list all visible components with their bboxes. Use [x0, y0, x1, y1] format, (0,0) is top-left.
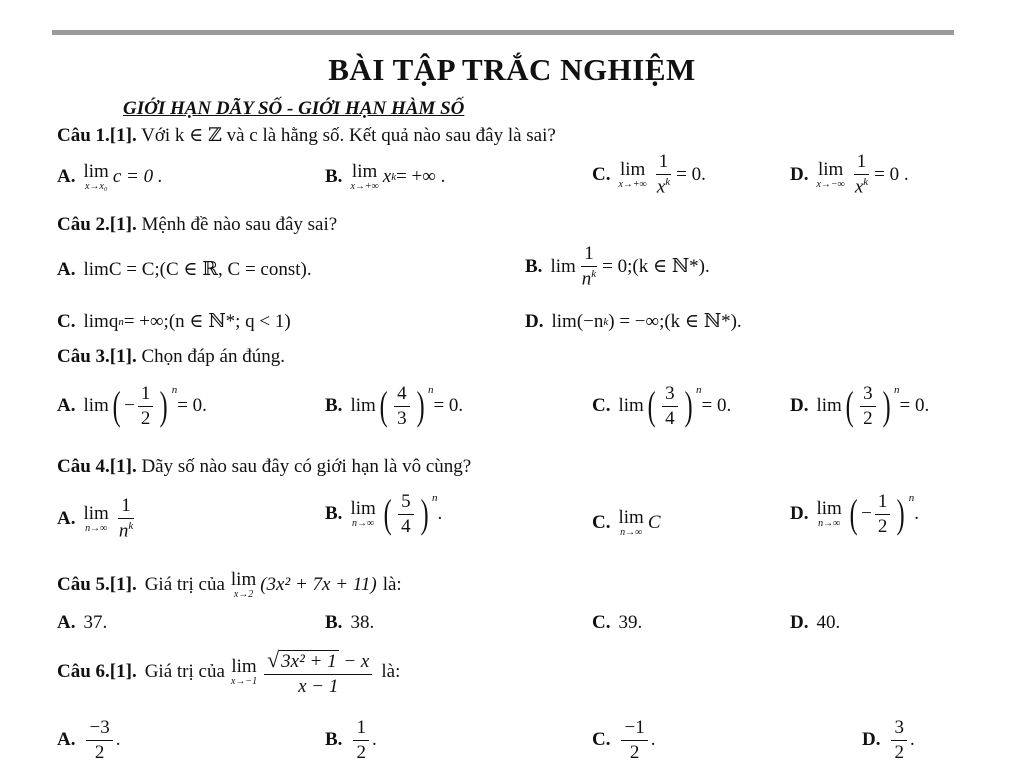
fraction: $\frac{3}{2}$: [891, 718, 907, 763]
q2-option-c-base: limq: [83, 310, 119, 332]
limit-operator: lim: [350, 395, 376, 417]
q6-option-a: A. $\frac{-3}{2}$ .: [57, 717, 121, 763]
q1-option-b-tail: = +∞ .: [396, 166, 446, 187]
q2-option-c-tail: = +∞;(n ∈ ℕ*; q < 1): [123, 311, 291, 332]
question-5-expr: (3x² + 7x + 11): [260, 574, 377, 595]
question-3-text: Chọn đáp án đúng.: [141, 346, 285, 367]
q2-option-a-expr: limC = C;(C ∈ ℝ, C = const).: [83, 259, 312, 280]
q6-option-d-label: D.: [862, 729, 881, 751]
fraction: $\frac{1}{x^k}$: [656, 151, 671, 198]
fraction: $\frac{1}{x^k}$: [854, 151, 869, 198]
question-1-label: Câu 1.[1].: [57, 125, 137, 146]
q5-option-c-label: C.: [592, 612, 611, 633]
limit-operator: lim n→∞: [816, 498, 842, 530]
q1-option-a: [57, 162, 163, 192]
q1-option-c-tail: = 0.: [676, 163, 706, 185]
q1-option-c: [592, 152, 706, 197]
fraction: $\frac{1}{n^k}$: [581, 243, 597, 290]
q5-option-a-value: 37.: [83, 612, 108, 633]
top-rule: [52, 30, 954, 35]
q4-option-d: D. lim n→∞ ( − $\frac{1}{2}$ ) n .: [790, 491, 919, 537]
fraction: $\frac{-3}{2}$: [86, 718, 112, 763]
q2-option-c: C. limq n = +∞;(n ∈ ℕ*; q < 1): [57, 310, 291, 332]
question-4-text: Dãy số nào sau đây có giới hạn là vô cùng?: [141, 456, 472, 477]
q3-option-a-label: A.: [57, 395, 76, 417]
q6-option-b: B. $\frac{1}{2}$ .: [325, 717, 377, 763]
q5-option-a-label: A.: [57, 612, 76, 633]
question-6-label: Câu 6.[1].: [57, 661, 137, 683]
limit-operator: lim n→∞: [83, 502, 109, 534]
limit-operator: lim x→2: [230, 569, 257, 600]
question-1-text: Với k ∈ ℤ và c là hằng số. Kết quả nào sau đây là sai?: [141, 125, 556, 146]
limit-operator: lim: [816, 395, 842, 417]
q1-option-b: B. lim x→+∞ x k = +∞ .: [325, 161, 446, 192]
question-6: [57, 648, 400, 697]
q1-option-b-label: B.: [325, 166, 343, 187]
q1-option-d-tail: = 0 .: [874, 163, 909, 185]
q3-option-c-label: C.: [592, 395, 611, 417]
question-5-post: là:: [382, 574, 402, 595]
fraction: $\frac{3}{4}$: [662, 384, 678, 429]
q3-option-b-tail: = 0.: [433, 395, 464, 417]
question-3: [57, 346, 285, 368]
limit-operator: lim x→−∞: [816, 158, 845, 190]
q5-option-c-value: 39.: [618, 612, 643, 633]
question-6-post: là:: [381, 661, 401, 683]
q6-option-c-label: C.: [592, 729, 611, 751]
q2-option-d-tail: ) = −∞;(k ∈ ℕ*).: [608, 311, 742, 332]
q2-option-b-label: B.: [525, 255, 543, 277]
q3-option-c: C. lim ( $\frac{3}{4}$ ) n = 0.: [592, 383, 732, 429]
fraction: $\frac{1}{2}$: [138, 384, 154, 429]
fraction: $\frac{3}{2}$: [860, 384, 876, 429]
question-4-label: Câu 4.[1].: [57, 456, 137, 477]
question-2-label: Câu 2.[1].: [57, 214, 137, 235]
fraction: $\frac{\text{√ 3x² + 1 − x}}{x - 1}$: [264, 648, 372, 697]
q1-option-d: [790, 152, 909, 197]
q2-option-a-label: A.: [57, 258, 76, 280]
page-title: BÀI TẬP TRẮC NGHIỆM: [328, 52, 696, 87]
question-5-label: Câu 5.[1].: [57, 574, 137, 595]
fraction: $\frac{-1}{2}$: [621, 718, 647, 763]
limit-operator: lim: [618, 395, 644, 417]
q5-option-b-value: 38.: [350, 612, 375, 633]
q4-option-d-label: D.: [790, 503, 809, 525]
q3-option-d-tail: = 0.: [899, 395, 930, 417]
fraction: $\frac{1}{2}$: [875, 492, 891, 537]
q5-option-b: [325, 612, 374, 634]
question-4: [57, 456, 471, 478]
question-2: [57, 214, 337, 236]
question-6-pre: Giá trị của: [144, 661, 225, 683]
q3-option-a: A. lim ( − $\frac{1}{2}$ ) n = 0.: [57, 383, 207, 429]
q3-option-a-tail: = 0.: [177, 395, 207, 417]
question-1: [57, 124, 556, 147]
question-2-text: Mệnh đề nào sau đây sai?: [141, 214, 338, 235]
q2-option-d-label: D.: [525, 310, 544, 332]
q1-option-b-base: x: [382, 166, 392, 187]
q2-option-d-base: lim(−n: [551, 310, 604, 332]
q4-option-b: B. lim n→∞ ( $\frac{5}{4}$ ) n .: [325, 491, 443, 537]
page-subtitle: GIỚI HẠN DÃY SỐ - GIỚI HẠN HÀM SỐ: [123, 98, 465, 119]
limit-operator: lim x→x₀: [83, 161, 109, 192]
fraction: $\frac{5}{4}$: [398, 492, 414, 537]
q4-option-c-expr: C: [647, 512, 661, 533]
limit-operator: lim x→+∞: [350, 161, 379, 192]
fraction: $\frac{1}{n^k}$: [118, 495, 134, 542]
q2-option-b: [525, 244, 710, 289]
q5-option-d-label: D.: [790, 612, 809, 633]
q4-option-a: [57, 496, 139, 541]
question-3-label: Câu 3.[1].: [57, 346, 137, 367]
q4-option-a-label: A.: [57, 507, 76, 529]
q5-option-b-label: B.: [325, 612, 343, 633]
q3-option-d: D. lim ( $\frac{3}{2}$ ) n = 0.: [790, 383, 930, 429]
fraction: $\frac{1}{2}$: [353, 718, 369, 763]
q2-option-d: D. lim(−n k ) = −∞;(k ∈ ℕ*).: [525, 310, 742, 332]
limit-operator: lim x→+∞: [618, 158, 647, 190]
q5-option-d: [790, 612, 840, 634]
q1-option-a-label: A.: [57, 166, 76, 187]
limit-operator: lim x→−1: [230, 656, 258, 688]
q1-option-a-expr: c = 0 .: [112, 166, 163, 187]
q2-option-a: [57, 258, 312, 281]
q6-option-a-label: A.: [57, 729, 76, 751]
limit-operator: lim: [83, 395, 109, 417]
q3-option-b-label: B.: [325, 395, 343, 417]
question-5: [57, 570, 402, 600]
q5-option-a: [57, 612, 107, 634]
q3-option-d-label: D.: [790, 395, 809, 417]
q3-option-c-tail: = 0.: [701, 395, 732, 417]
limit-operator: lim: [550, 255, 576, 277]
fraction: $\frac{4}{3}$: [394, 384, 410, 429]
q1-option-c-label: C.: [592, 163, 611, 185]
q4-option-b-label: B.: [325, 503, 343, 525]
q2-option-b-tail: = 0;(k ∈ ℕ*).: [602, 256, 710, 278]
q6-option-d: D. $\frac{3}{2}$ .: [862, 717, 915, 763]
limit-operator: lim n→∞: [350, 498, 376, 530]
q4-option-c-label: C.: [592, 512, 611, 533]
q2-option-c-label: C.: [57, 310, 76, 332]
question-5-pre: Giá trị của: [144, 574, 225, 595]
q6-option-b-label: B.: [325, 729, 343, 751]
q1-option-d-label: D.: [790, 163, 809, 185]
q5-option-d-value: 40.: [816, 612, 841, 633]
limit-operator: lim n→∞: [618, 507, 644, 538]
q3-option-b: B. lim ( $\frac{4}{3}$ ) n = 0.: [325, 383, 464, 429]
q6-option-c: C. $\frac{-1}{2}$ .: [592, 717, 656, 763]
q4-option-c: [592, 508, 661, 538]
q5-option-c: [592, 612, 642, 634]
